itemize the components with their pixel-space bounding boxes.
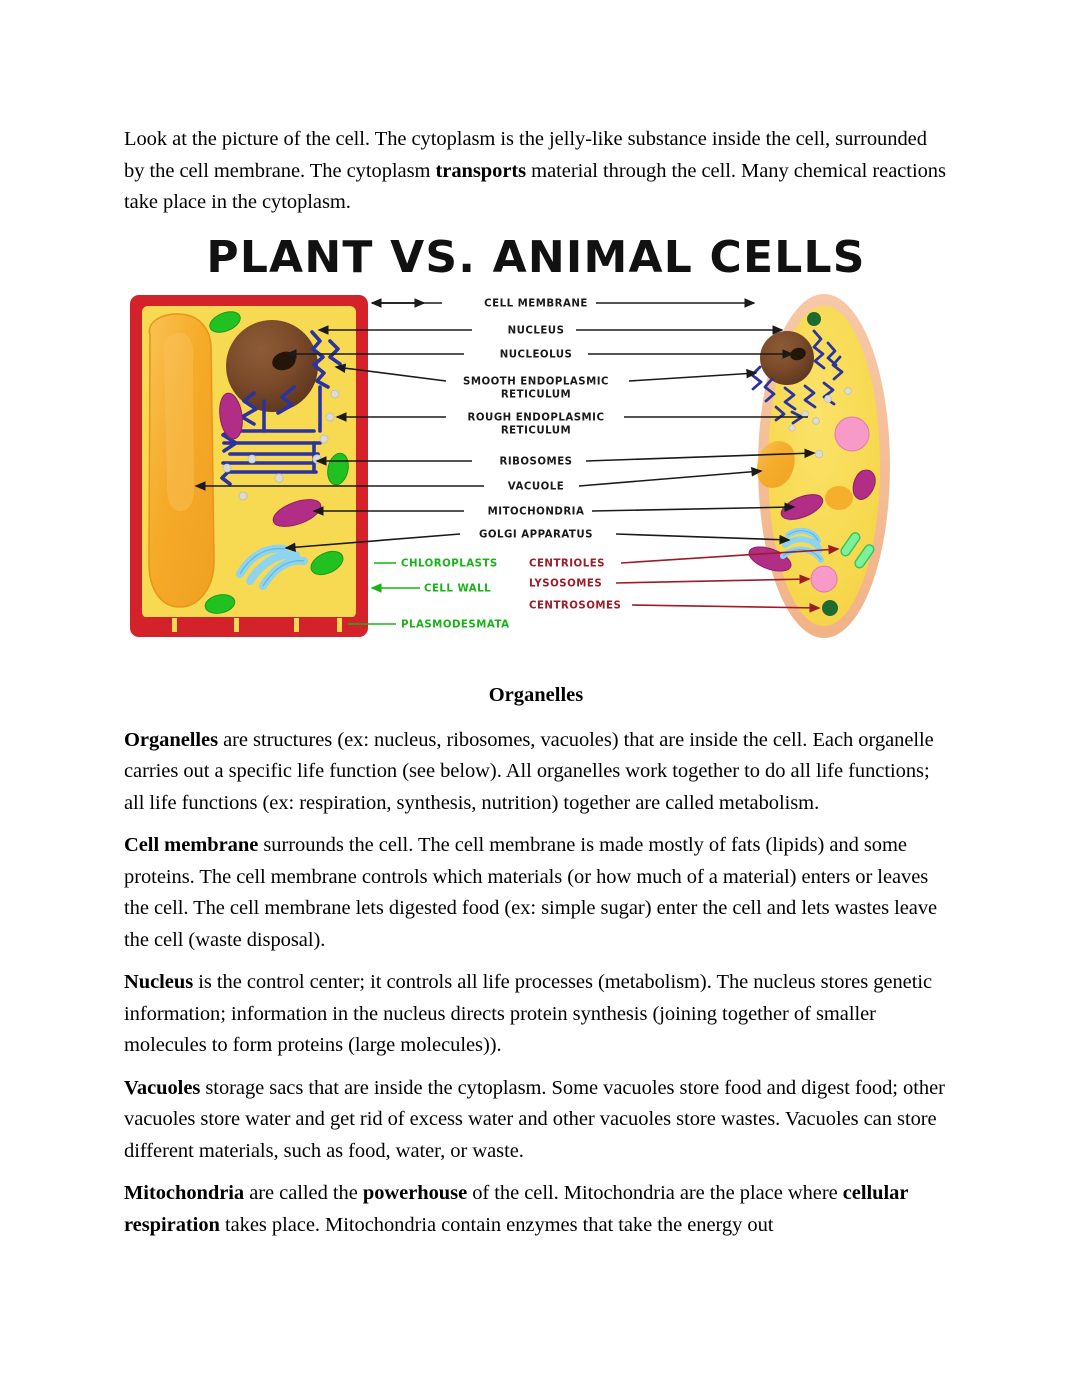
label-lysosomes: LYSOSOMES: [529, 578, 603, 589]
paragraph-organelles: [124, 725, 948, 820]
figure-title: PLANT VS. ANIMAL CELLS: [206, 231, 866, 283]
label-row-lysosomes: [529, 578, 809, 589]
paragraph-nucleus-text: is the control center; it controls all life processes (metabolism). The nucleus stores genetic information; information in the nucleus directs protein synthesis (joining together of smaller molecules to form proteins (large molecules)).: [124, 971, 933, 1056]
paragraph-cell-membrane: [124, 830, 948, 956]
label-nucleolus: NUCLEOLUS: [499, 349, 573, 360]
label-golgi-apparatus: GOLGI APPARATUS: [479, 529, 593, 540]
paragraph-mitochondria-bold-powerhouse: powerhouse: [362, 1182, 468, 1204]
label-ribosomes: RIBOSOMES: [499, 456, 573, 467]
intro-part1: Look at the picture of the cell. The cytoplasm is the jelly-like substance inside the cell, surrounded by the cell membrane. The cytoplasm: [124, 128, 927, 182]
label-centrioles: CENTRIOLES: [529, 558, 605, 569]
paragraph-vacuoles-text: storage sacs that are inside the cytoplasm. Some vacuoles store food and digest food; other vacuoles store water and get rid of excess water and other vacuoles store wastes. Vacuoles can store different materials, such as food, water, or waste.: [124, 1076, 945, 1162]
paragraph-organelles-lead: Organelles: [124, 728, 219, 751]
paragraph-vacuoles: [124, 1073, 948, 1168]
label-rough-er-line2: RETICULUM: [500, 425, 572, 436]
label-row-ribosomes: [317, 453, 814, 468]
label-row-cell-wall: [372, 583, 491, 594]
paragraph-nucleus: [124, 967, 948, 1062]
label-row-rough-er: [337, 412, 808, 436]
label-row-mitochondria: [314, 506, 794, 517]
label-chloroplasts: CHLOROPLASTS: [401, 558, 498, 569]
paragraph-mitochondria-mid2: of the cell. Mitochondria are the place where: [467, 1182, 843, 1204]
cell-diagram: [124, 291, 948, 641]
label-plasmodesmata: PLASMODESMATA: [401, 619, 510, 630]
label-vacuole: VACUOLE: [507, 481, 565, 492]
label-row-nucleus: [319, 325, 782, 336]
label-smooth-er-line1: SMOOTH ENDOPLASMIC: [462, 376, 610, 387]
paragraph-mitochondria-mid1: are called the: [244, 1182, 363, 1204]
label-row-chloroplasts: [374, 558, 498, 569]
label-row-centrosomes: [529, 600, 819, 611]
intro-part2: material through the cell. Many chemical reactions take place in the cytoplasm.: [124, 159, 946, 213]
label-mitochondria: MITOCHONDRIA: [487, 506, 585, 517]
plant-cell-illustration: [130, 295, 368, 637]
organelles-heading: Organelles: [488, 683, 584, 706]
animal-cell-illustration: [746, 294, 890, 638]
paragraph-cell-membrane-text: surrounds the cell. The cell membrane is made mostly of fats (lipids) and some proteins. The cell membrane controls which materials (or how much of a material) enters or leaves the cell. The cell membrane lets digested food (ex: simple sugar) enter the cell and lets wastes leave the cell (waste disposal).: [124, 834, 938, 951]
label-nucleus: NUCLEUS: [507, 325, 565, 336]
paragraph-mitochondria-bold-respiration: cellular respiration: [124, 1182, 908, 1236]
label-cell-wall: CELL WALL: [424, 583, 492, 594]
intro-paragraph: [124, 124, 948, 219]
label-row-cell-membrane: [372, 298, 754, 309]
label-smooth-er-line2: RETICULUM: [500, 389, 572, 400]
label-row-plasmodesmata: [348, 619, 510, 630]
label-row-smooth-er: [336, 367, 756, 401]
paragraph-mitochondria-lead: Mitochondria: [124, 1182, 245, 1204]
paragraph-mitochondria-mid3: takes place. Mitochondria contain enzymes that take the energy out: [219, 1213, 774, 1236]
plant-vs-animal-cells-figure: [124, 233, 948, 658]
paragraph-vacuoles-lead: Vacuoles: [124, 1076, 201, 1099]
label-centrosomes: CENTROSOMES: [529, 600, 622, 611]
page-content: [124, 124, 948, 1252]
paragraph-nucleus-lead: Nucleus: [124, 971, 194, 993]
paragraph-organelles-text: are structures (ex: nucleus, ribosomes, vacuoles) that are inside the cell. Each organelle carries out a specific life function (see below). All organelles work together to do all life functions; all life functions (ex: respiration, synthesis, nutrition) together are called metabolism.: [124, 728, 934, 814]
label-cell-membrane: CELL MEMBRANE: [484, 298, 588, 309]
intro-bold-transports: transports: [435, 159, 527, 182]
label-rough-er-line1: ROUGH ENDOPLASMIC: [467, 412, 605, 423]
paragraph-mitochondria: [124, 1178, 948, 1241]
paragraph-cell-membrane-lead: Cell membrane: [124, 834, 259, 856]
